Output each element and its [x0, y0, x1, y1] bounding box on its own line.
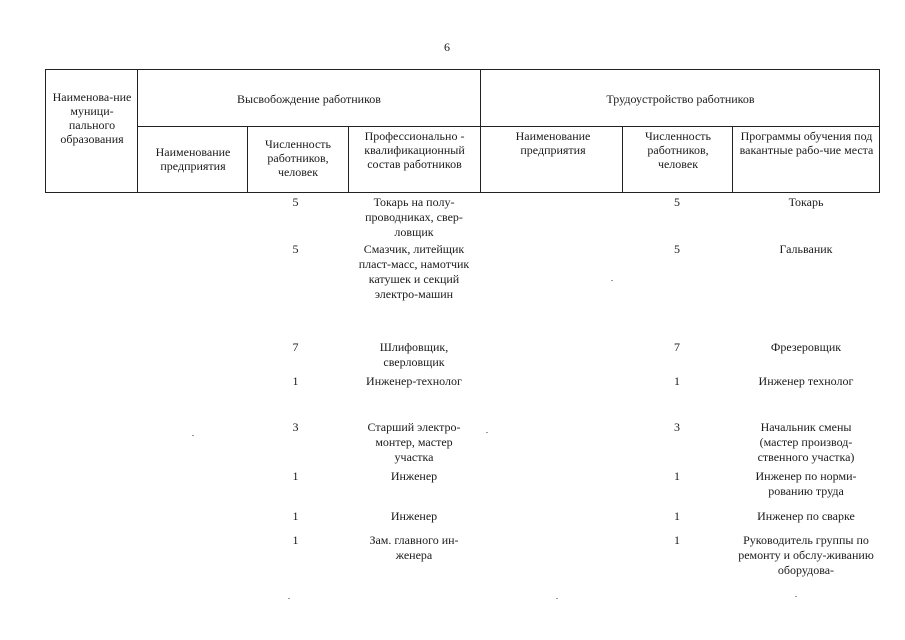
scan-speck — [556, 598, 558, 599]
qualification: Инженер — [390, 469, 438, 483]
header-release-count: Численность работников, человек — [264, 137, 332, 179]
employed-count: 1 — [674, 374, 680, 388]
scan-speck — [192, 435, 194, 436]
divider — [622, 126, 623, 192]
training-program: Фрезеровщик — [770, 340, 842, 354]
divider — [480, 70, 481, 192]
scan-speck — [611, 280, 613, 281]
header-employment-enterprise: Наименование предприятия — [515, 129, 591, 157]
qualification: Старший электро-монтер, мастер участка — [367, 420, 461, 464]
training-program: Инженер технолог — [758, 374, 854, 388]
header-release-qualification: Профессионально - квалификационный состав работников — [364, 129, 465, 171]
qualification: Шлифовщик, сверловщик — [379, 340, 449, 369]
training-program: Руководитель группы по ремонту и обслу-живанию оборудова- — [738, 533, 874, 577]
released-count: 1 — [292, 509, 299, 523]
qualification: Инженер-технолог — [366, 374, 462, 388]
scan-speck — [795, 596, 797, 597]
header-release-group: Высвобождение работников — [237, 92, 381, 106]
scan-speck — [486, 432, 488, 433]
employed-count: 1 — [674, 469, 680, 483]
released-count: 5 — [292, 195, 299, 209]
divider — [348, 126, 349, 192]
qualification: Смазчик, литейщик пласт-масс, намотчик катушек и секций электро-машин — [358, 242, 470, 301]
divider — [732, 126, 733, 192]
released-count: 7 — [292, 340, 299, 354]
training-program: Токарь — [788, 195, 824, 209]
header-employment-programs: Программы обучения под вакантные рабо-чие места — [739, 129, 874, 157]
divider — [247, 126, 248, 192]
training-program: Инженер по сварке — [757, 509, 855, 523]
employed-count: 1 — [674, 533, 680, 547]
released-count: 3 — [292, 420, 299, 434]
header-release-enterprise: Наименование предприятия — [155, 145, 231, 173]
header-employment-group: Трудоустройство работников — [606, 92, 755, 106]
qualification: Инженер — [390, 509, 438, 523]
divider — [137, 126, 880, 127]
released-count: 5 — [292, 242, 299, 256]
header-municipality: Наименова-ние муници-пального образования — [52, 90, 132, 146]
training-program: Гальваник — [779, 242, 833, 256]
employed-count: 3 — [674, 420, 680, 434]
employed-count: 5 — [674, 242, 680, 256]
page-number: 6 — [444, 40, 450, 54]
employed-count: 1 — [674, 509, 680, 523]
employed-count: 7 — [674, 340, 680, 354]
training-program: Инженер по норми-рованию труда — [755, 469, 857, 498]
employed-count: 5 — [674, 195, 680, 209]
released-count: 1 — [292, 374, 299, 388]
qualification: Зам. главного ин-женера — [369, 533, 459, 562]
released-count: 1 — [292, 469, 299, 483]
table-header — [45, 69, 880, 193]
scan-speck — [288, 598, 290, 599]
training-program: Начальник смены (мастер производ-ственного участка) — [757, 420, 855, 464]
qualification: Токарь на полу-проводниках, свер-ловщик — [365, 195, 463, 239]
divider — [137, 70, 138, 192]
released-count: 1 — [292, 533, 299, 547]
header-employment-count: Численность работников, человек — [644, 129, 712, 171]
